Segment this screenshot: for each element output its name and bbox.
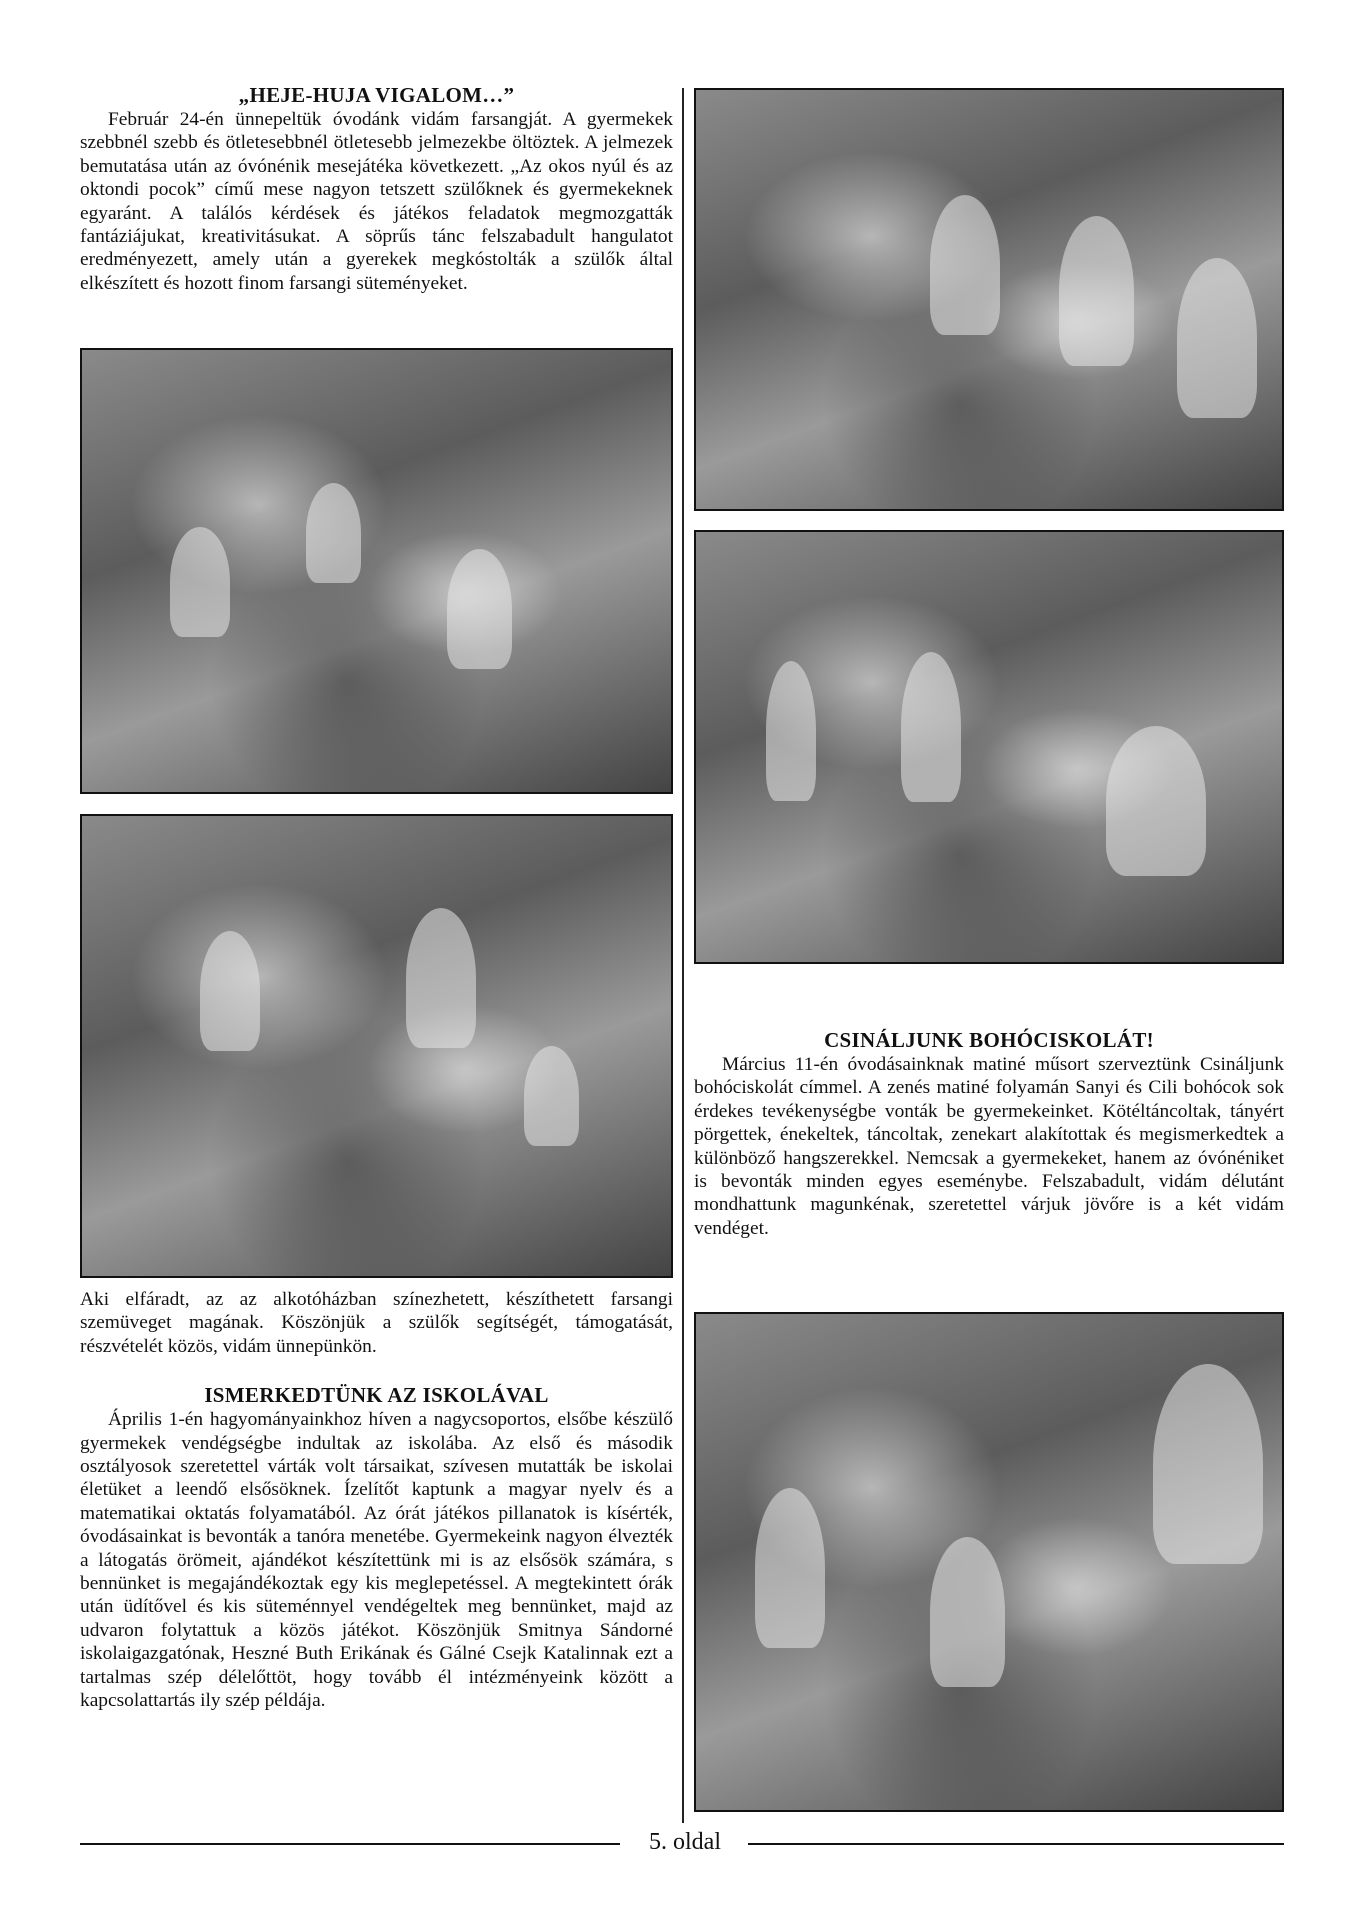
article-paragraph: Február 24-én ünnepeltük óvodánk vidám farsangját. A gyermekek szebbnél szebb és ötletesebbnél ötletesebb jelmezekbe öltöztek. A jelmezek bemutatása után az óvónénik mesejátéka következett. „Az okos nyúl és az oktondi pocok” című mese nagyon tetszett szülőknek és gyermekeknek egyaránt. A találós kérdések és játékos feladatok megmozgatták fantáziájukat, kreativitásukat. A söprűs tánc felszabadult hangulatot eredményezett, amely után a gyerekek megkóstolták a szülők által elkészített és hozott finom farsangi süteményeket. bbox=[80, 109, 673, 294]
column-divider bbox=[682, 88, 684, 1823]
photo-clown-with-children bbox=[694, 1312, 1284, 1812]
page-number: 5. oldal bbox=[649, 1829, 721, 1855]
footer-rule-right bbox=[748, 1843, 1284, 1845]
left-column bbox=[80, 82, 673, 295]
article-title-heje-huja: „HEJE-HUJA VIGALOM…” bbox=[238, 83, 515, 107]
photo-children-lined-up bbox=[694, 530, 1284, 964]
article-title-iskola: ISMERKEDTÜNK AZ ISKOLÁVAL bbox=[204, 1383, 549, 1408]
article-title-bohociskola: CSINÁLJUNK BOHÓCISKOLÁT! bbox=[824, 1028, 1154, 1052]
article-paragraph: Április 1-én hagyományainkhoz híven a nagycsoportos, elsőbe készülő gyermekek vendégségbe indultak az iskolába. Az első és második osztályosok szeretettel várták volt társaikat, szívesen mutatták be iskolai életüket a leendő elsősöknek. Ízelítőt kaptunk a magyar nyelv és a matematikai oktatás folyamatából. Az órát játékos pillanatok is kísérték, óvodásainkat is bevonták a tanóra menetébe. Gyermekeink nagyon élvezték a látogatás örömeit, ajándékot készítettünk mi is az elsősök számára, s bennünket is megajándékoztak egy kis meglepetéssel. A megtekintett órák után üdítővel és kis süteménnyel vendégeltek meg bennünket, majd az udvaron folytattuk a közös játékot. Köszönjük Smitnya Sándorné iskolaigazgatónak, Heszné Buth Erikának és Gálné Csejk Katalinnak ezt a tartalmas szép délelőttöt, hogy tovább él intézményeink között a kapcsolattartás ily szép példája. bbox=[80, 1409, 673, 1712]
article-paragraph: Aki elfáradt, az az alkotóházban színezhetett, készíthetett farsangi szemüveget magának. Köszönjük a szülők segítségét, támogatását, részvételét közös, vidám ünnepünkön. bbox=[80, 1289, 673, 1357]
right-column-text bbox=[694, 1027, 1284, 1240]
photo-children-watching bbox=[694, 88, 1284, 511]
photo-carnival-costumes-group bbox=[80, 348, 673, 794]
footer-rule-left bbox=[80, 1843, 620, 1845]
article-paragraph: Március 11-én óvodásainknak matiné műsort szerveztünk Csináljunk bohóciskolát címmel. A zenés matiné folyamán Sanyi és Cili bohócok sok érdekes tevékenységbe vonták be gyermekeinket. Kötéltáncoltak, tányért pörgettek, énekeltek, táncoltak, zenekart alakítottak és megismerkedtek a különböző hangszerekkel. Nemcsak a gyermekeket, hanem az óvónéniket is bevonták minden egyes eseménybe. Felszabadult, vidám délutánt mondhattunk magunkénak, szeretettel várjuk jövőre is a két vidám vendéget. bbox=[694, 1054, 1284, 1239]
photo-costumed-children bbox=[80, 814, 673, 1278]
left-column-lower bbox=[80, 1288, 673, 1713]
